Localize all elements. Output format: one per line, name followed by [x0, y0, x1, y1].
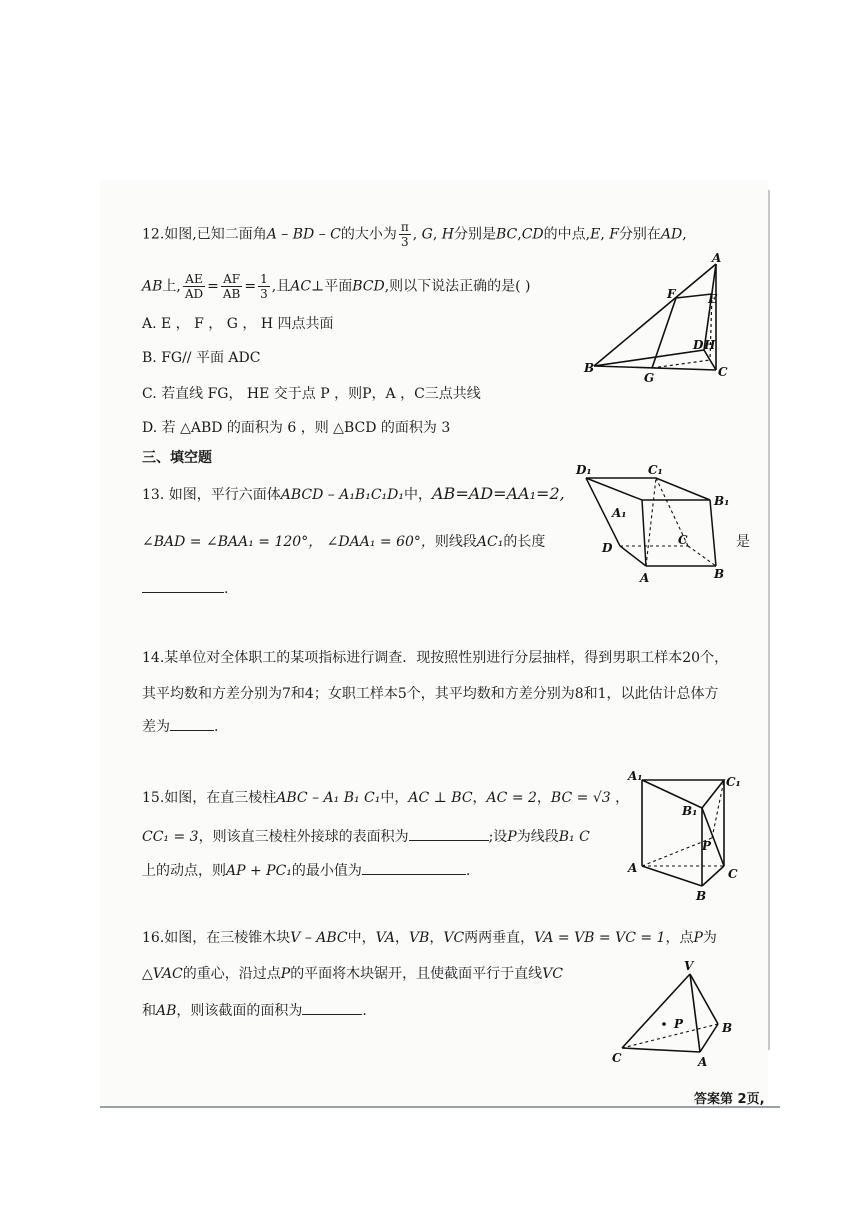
q12-option-b: B. FG// 平面 ADC — [142, 350, 261, 366]
label-g: G — [644, 371, 655, 385]
q13-line1: 13. 如图，平行六面体ABCD – A₁B₁C₁D₁中，AB=AD=AA₁=2, — [142, 484, 565, 503]
label-d: D — [602, 541, 613, 555]
page-footer: 答案第 2页, — [694, 1092, 765, 1107]
q15-line3: 上的动点，则AP + PC₁的最小值为 . — [142, 860, 470, 881]
label-c1: C₁ — [726, 775, 741, 789]
label-f: F — [667, 287, 676, 301]
edge-ca — [622, 1048, 700, 1052]
q15-line1: 15.如图，在直三棱柱ABC – A₁ B₁ C₁中，AC ⊥ BC，AC = 2，BC = √3 ， — [142, 790, 630, 806]
edge-va — [690, 974, 700, 1052]
label-a1: A₁ — [628, 769, 643, 783]
q16-line2: △VAC的重心，沿过点P的平面将木块锯开，且使截面平行于直线VC — [142, 966, 564, 982]
label-e: E — [708, 292, 718, 306]
label-a: A — [640, 571, 650, 585]
q14-line1: 14.某单位对全体职工的某项指标进行调查．现按照性别进行分层抽样，得到男职工样本20个， — [142, 650, 729, 666]
hidden-cb — [622, 1024, 718, 1048]
label-b1: B₁ — [714, 494, 730, 508]
label-d1: D₁ — [576, 463, 592, 477]
label-b: B — [714, 567, 725, 581]
q16-line3: 和AB，则该截面的面积为 . — [142, 1000, 367, 1021]
point-p — [662, 1022, 666, 1026]
label-c1: C₁ — [648, 463, 663, 477]
label-b1: B₁ — [682, 804, 698, 818]
label-c: C — [728, 867, 738, 881]
q13-line2: ∠BAD = ∠BAA₁ = 120°， ∠DAA₁ = 60°，则线段AC₁的长度 — [142, 534, 546, 550]
q12-option-d: D. 若 △ABD 的面积为 6 ，则 △BCD 的面积为 3 — [142, 420, 451, 436]
label-a: A — [698, 1055, 708, 1069]
label-p: P — [702, 839, 712, 853]
q13-shi: 是 — [736, 534, 750, 550]
label-v: V — [684, 959, 694, 973]
label-c: C — [718, 365, 728, 379]
q13-answer-line: . — [142, 578, 228, 599]
q12-angle-fraction: $\frac{\pi}{3}$ — [400, 220, 409, 249]
q12-line2: AB上, $\frac{AE}{AD}$ = $\frac{AF}{AB}$ = $\frac{1}{3}$ ,且AC⊥平面BCD,则以下说法正确的是( ) — [142, 272, 531, 301]
label-b: B — [722, 1021, 733, 1035]
label-p: P — [674, 1017, 684, 1031]
q14-line2: 其平均数和方差分别为7和4；女职工样本5个，其平均数和方差分别为8和1，以此估计总体方 — [142, 686, 719, 702]
q12-fraction-ae-ad: $\frac{AE}{AD}$ — [184, 272, 204, 301]
q16-line1: 16.如图，在三棱锥木块V – ABC中，VA，VB，VC两两垂直，VA = VB = VC = 1，点P为 — [142, 930, 717, 946]
label-b: B — [696, 889, 707, 903]
section-fill-in-blank: 三、填空题 — [142, 450, 212, 466]
q15-line2: CC₁ = 3，则该直三棱柱外接球的表面积为 ;设P为线段B₁ C — [142, 826, 590, 847]
label-d: D — [693, 338, 704, 352]
label-c: C — [678, 533, 688, 547]
edge-vc — [622, 974, 690, 1048]
q12-fraction-one-third: $\frac{1}{3}$ — [260, 272, 268, 301]
q12-fraction-af-ab: $\frac{AF}{AB}$ — [222, 272, 241, 301]
label-b: B — [584, 361, 595, 375]
edge-ab — [700, 1024, 718, 1052]
label-a1: A₁ — [612, 506, 627, 520]
q12-option-c: C. 若直线 FG， HE 交于点 P ，则P，A ，C三点共线 — [142, 386, 481, 402]
label-a: A — [712, 251, 722, 265]
q12-option-a: A. E ， F ， G ， H 四点共面 — [142, 316, 334, 332]
q14-line3: 差为 . — [142, 716, 218, 737]
label-h: H — [704, 338, 716, 352]
label-a: A — [628, 861, 638, 875]
q12-line1: 12.如图,已知二面角A – BD – C的大小为 $\frac{\pi}{3}$ , G, H分别是BC,CD的中点,E, F分别在AD, — [142, 220, 687, 249]
label-c: C — [612, 1051, 622, 1065]
edge-vb — [690, 974, 718, 1024]
